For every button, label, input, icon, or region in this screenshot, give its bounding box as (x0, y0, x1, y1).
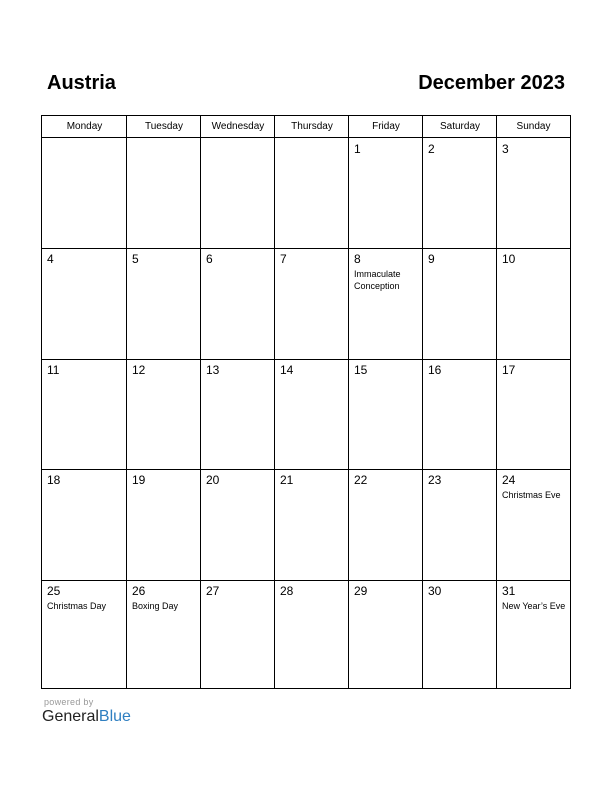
day-number: 15 (354, 363, 368, 377)
day-cell[interactable] (349, 248, 423, 358)
weekday-header-wednesday: Wednesday (211, 121, 265, 132)
day-cell[interactable] (42, 580, 127, 690)
brand-general: General (42, 708, 99, 725)
day-number: 21 (280, 473, 294, 487)
day-number: 17 (502, 363, 516, 377)
holiday-label: Boxing Day (132, 601, 179, 611)
day-number: 27 (206, 584, 220, 598)
weekday-header-tuesday: Tuesday (145, 121, 183, 132)
day-number: 25 (47, 584, 61, 598)
day-number: 23 (428, 473, 442, 487)
brand-blue: Blue (98, 708, 131, 725)
day-number: 24 (502, 473, 516, 487)
day-cell[interactable] (127, 469, 201, 579)
day-number: 10 (502, 252, 516, 266)
holiday-label: New Year’s Eve (502, 601, 566, 611)
day-cell[interactable] (423, 359, 497, 469)
day-number: 14 (280, 363, 294, 377)
day-number: 28 (280, 584, 294, 598)
day-cell[interactable] (201, 469, 275, 579)
day-cell[interactable] (127, 580, 201, 690)
day-cell[interactable] (423, 469, 497, 579)
day-number: 16 (428, 363, 442, 377)
powered-by-label: powered by (44, 697, 94, 707)
day-cell[interactable] (127, 248, 201, 358)
weekday-header-row (42, 116, 570, 138)
day-number: 30 (428, 584, 442, 598)
holiday-label: Immaculate Conception (354, 269, 401, 291)
day-number: 22 (354, 473, 368, 487)
day-cell[interactable] (127, 359, 201, 469)
day-cell[interactable] (423, 580, 497, 690)
day-cell[interactable] (349, 138, 423, 248)
month-title: December 2023 (418, 72, 565, 94)
day-number: 12 (132, 363, 146, 377)
weekday-header-sunday: Sunday (516, 121, 551, 132)
day-number: 20 (206, 473, 220, 487)
weekday-header-monday: Monday (66, 121, 103, 132)
day-cell[interactable] (497, 359, 570, 469)
calendar-grid (41, 115, 571, 689)
day-cell[interactable] (423, 248, 497, 358)
day-cell[interactable] (275, 469, 349, 579)
day-number: 7 (280, 252, 287, 266)
day-number: 5 (132, 252, 139, 266)
day-cell[interactable] (423, 138, 497, 248)
weekday-header-thursday: Thursday (291, 121, 333, 132)
day-number: 26 (132, 584, 146, 598)
day-number: 6 (206, 252, 213, 266)
day-number: 1 (354, 142, 361, 156)
day-cell[interactable] (42, 359, 127, 469)
day-number: 19 (132, 473, 146, 487)
country-title: Austria (47, 72, 116, 94)
day-cell[interactable] (349, 469, 423, 579)
day-cell[interactable] (497, 138, 570, 248)
day-cell[interactable] (275, 580, 349, 690)
day-number: 18 (47, 473, 61, 487)
day-cell[interactable] (349, 359, 423, 469)
day-number: 13 (206, 363, 220, 377)
day-number: 9 (428, 252, 435, 266)
day-cell[interactable] (349, 580, 423, 690)
weekday-header-saturday: Saturday (439, 121, 481, 132)
day-number: 2 (428, 142, 435, 156)
day-number: 8 (354, 252, 361, 266)
day-cell[interactable] (201, 248, 275, 358)
day-cell[interactable] (42, 248, 127, 358)
day-number: 3 (502, 142, 509, 156)
day-cell[interactable] (275, 359, 349, 469)
holiday-label: Christmas Eve (502, 490, 561, 500)
day-number: 29 (354, 584, 368, 598)
day-number: 11 (47, 363, 60, 377)
holiday-label: Christmas Day (47, 601, 107, 611)
day-cell[interactable] (275, 248, 349, 358)
day-number: 4 (47, 252, 54, 266)
day-cell[interactable] (275, 138, 349, 248)
day-cell[interactable] (201, 580, 275, 690)
weekday-header-friday: Friday (372, 121, 400, 132)
day-cell[interactable] (497, 580, 570, 690)
day-cell[interactable] (42, 469, 127, 579)
day-number: 31 (502, 584, 516, 598)
day-cell[interactable] (201, 138, 275, 248)
day-cell[interactable] (497, 469, 570, 579)
day-cell[interactable] (201, 359, 275, 469)
generalblue-logo[interactable] (42, 708, 131, 726)
day-cell[interactable] (42, 138, 127, 248)
day-cell[interactable] (127, 138, 201, 248)
day-cell[interactable] (497, 248, 570, 358)
